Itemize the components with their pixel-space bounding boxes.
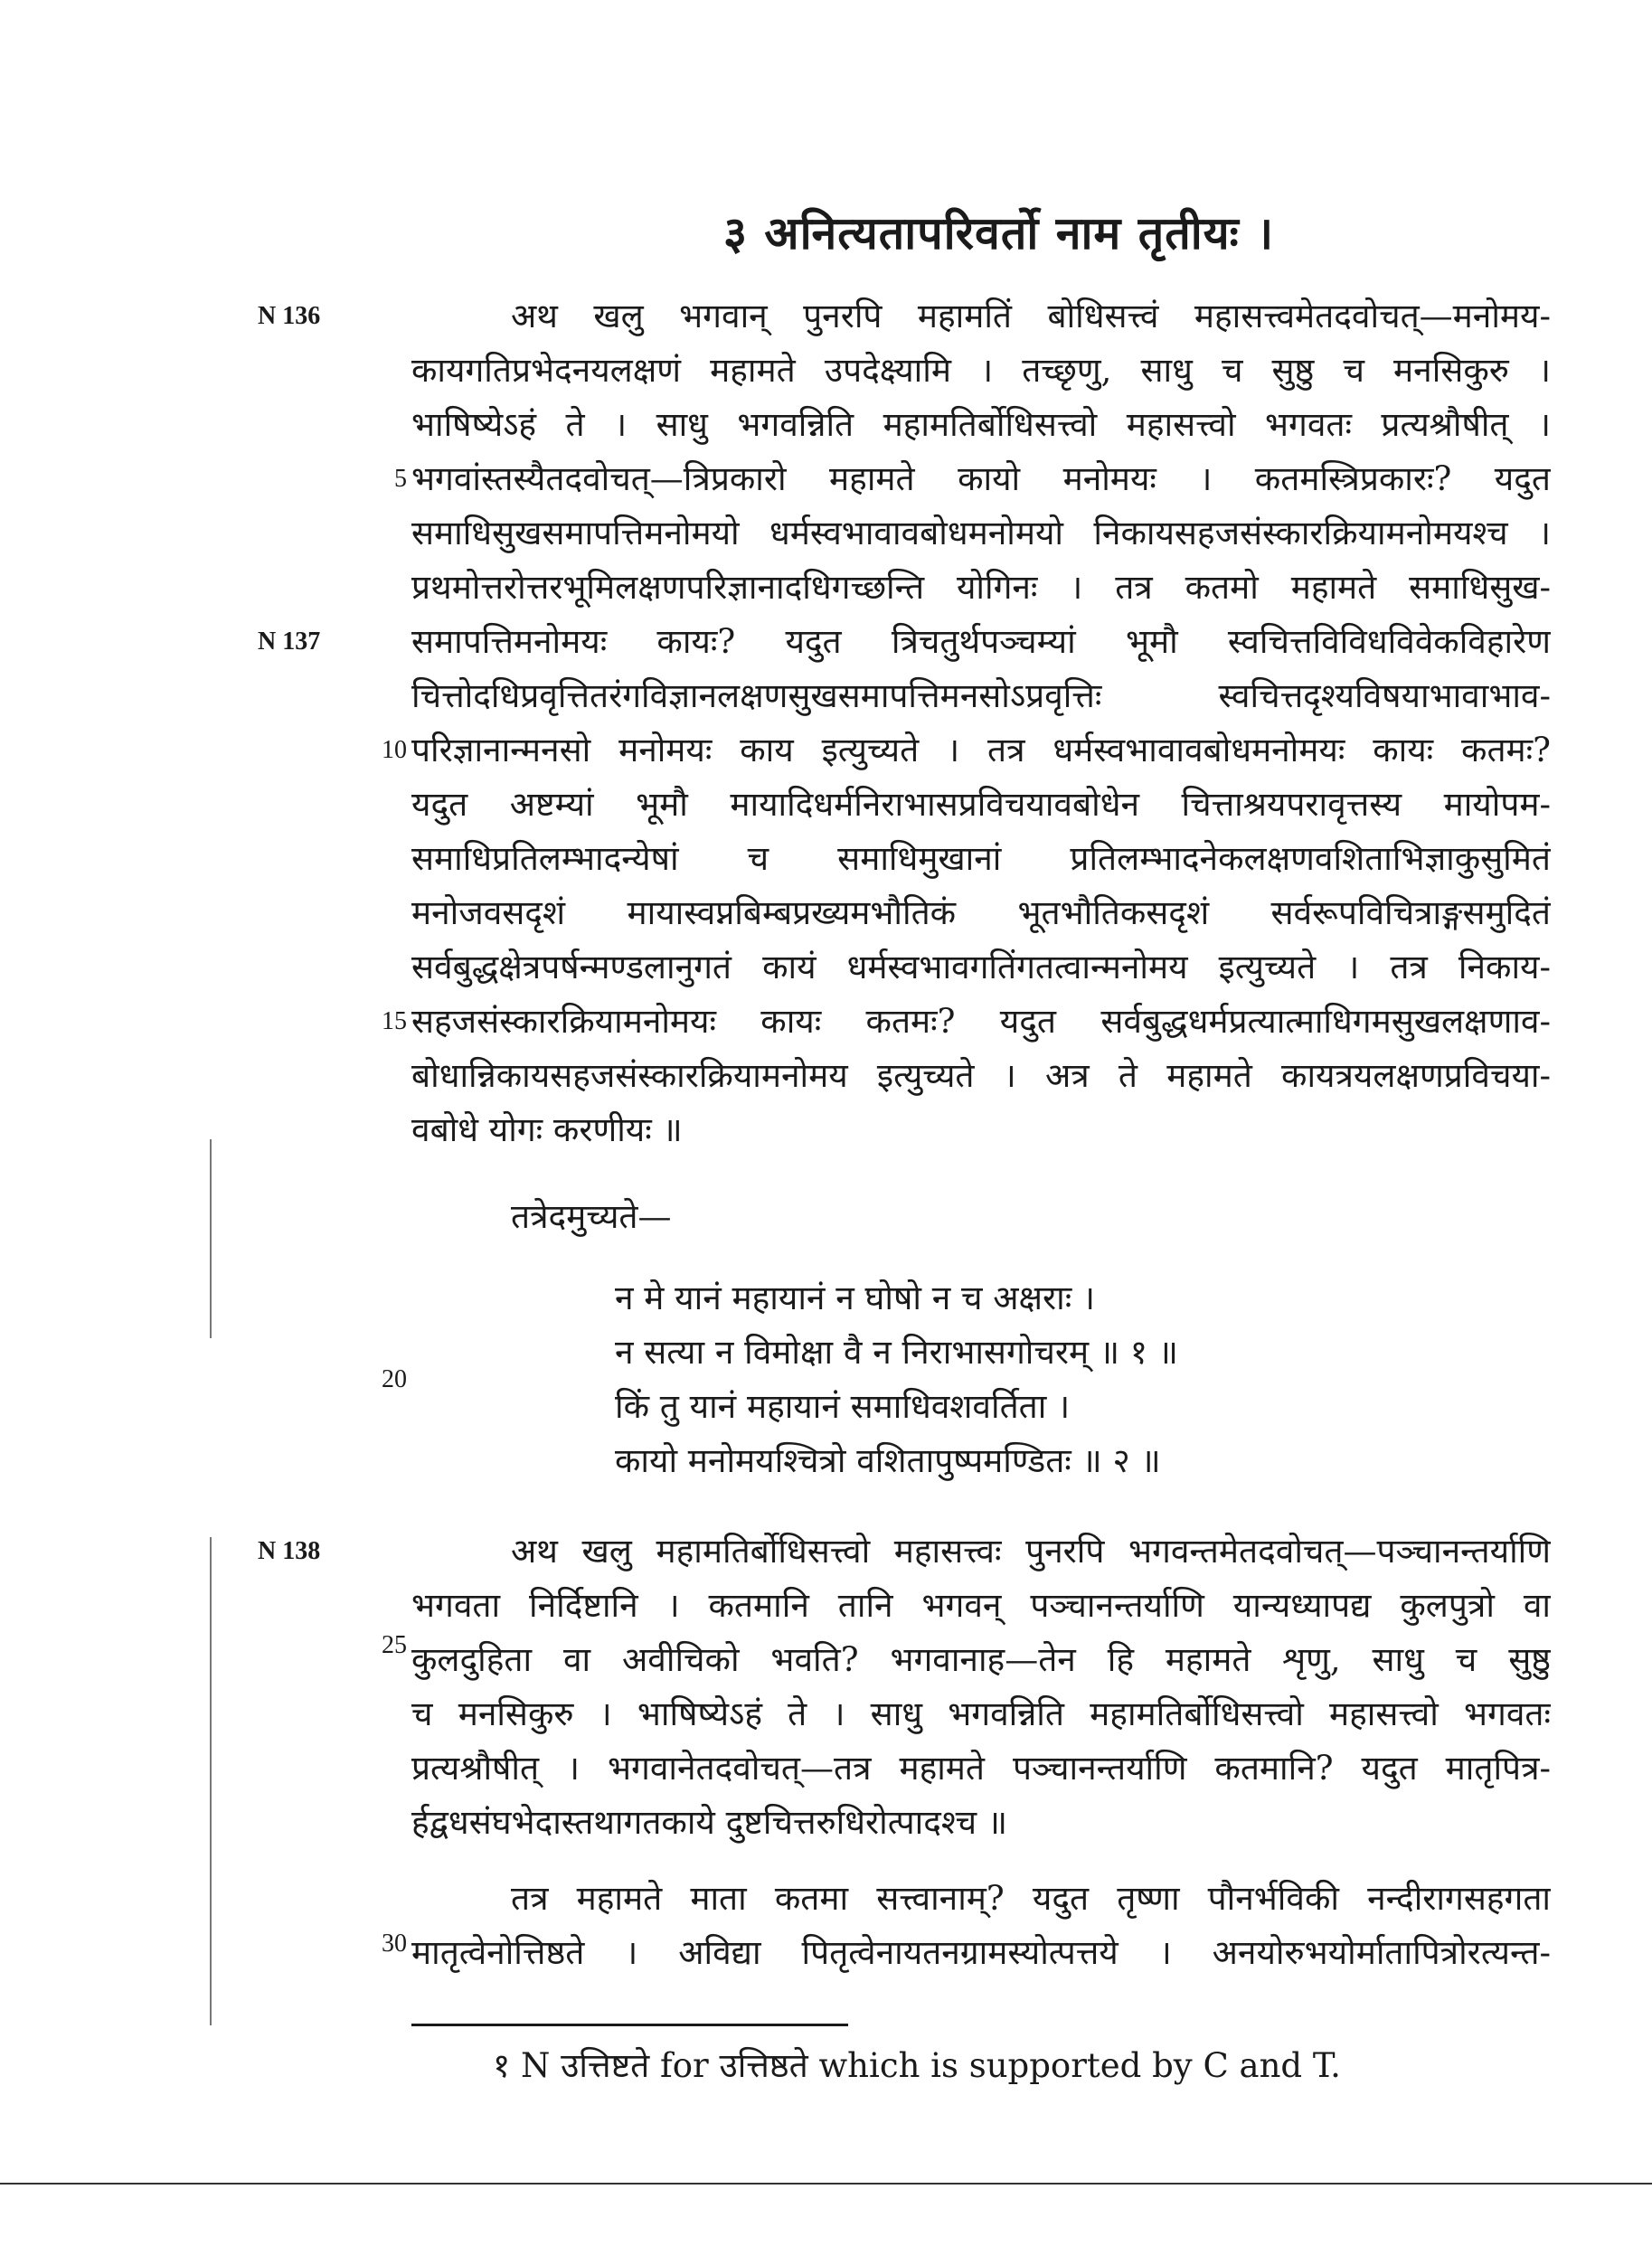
scan-bottom-edge xyxy=(0,2183,1652,2185)
text-line: र्हद्वधसंघभेदास्तथागतकाये दुष्टचित्तरुधिरोत्पादश्च ॥ xyxy=(411,1803,1007,1842)
text-line: तत्र महामते माता कतमा सत्त्वानाम्? यदुत तृष्णा पौनर्भविकी नन्दीरागसहगता xyxy=(511,1879,1551,1918)
text-line: समाधिसुखसमापत्तिमनोमयो धर्मस्वभावावबोधमनोमयो निकायसहजसंस्कारक्रियामनोमयश्च । xyxy=(411,514,1551,552)
line-number-25: 25 xyxy=(382,1631,407,1659)
chapter-heading: ३ अनित्यतापरिवर्तो नाम तृतीयः । xyxy=(723,206,1275,260)
verse-line: न मे यानं महायानं न घोषो न च अक्षराः । xyxy=(615,1279,1096,1317)
text-line: अथ खलु भगवान् पुनरपि महामतिं बोधिसत्त्वं महासत्त्वमेतदवोचत्—मनोमय- xyxy=(511,297,1551,335)
footnote-rule xyxy=(411,2024,848,2026)
text-line: मनोजवसदृशं मायास्वप्नबिम्बप्रख्यमभौतिकं भूतभौतिकसदृशं सर्वरूपविचित्राङ्गसमुदितं xyxy=(411,893,1551,932)
text-line: परिज्ञानान्मनसो मनोमयः काय इत्युच्यते । तत्र धर्मस्वभावावबोधमनोमयः कायः कतमः? xyxy=(411,731,1551,769)
verse-line: न सत्या न विमोक्षा वै न निराभासगोचरम् ॥ १ ॥ xyxy=(615,1333,1178,1372)
text-line: भाषिष्येऽहं ते । साधु भगवन्निति महामतिर्बोधिसत्त्वो महासत्त्वो भगवतः प्रत्यश्रौषीत् । xyxy=(411,405,1551,444)
verse-intro: तत्रेदमुच्यते— xyxy=(511,1197,672,1236)
footnote: १ N उत्तिष्टते for उत्तिष्ठते which is supported by C and T. xyxy=(493,2046,1341,2085)
scan-edge-mark xyxy=(210,1139,212,1338)
text-line: चित्तोदधिप्रवृत्तितरंगविज्ञानलक्षणसुखसमापत्तिमनसोऽप्रवृत्तिः स्वचित्तदृश्यविषयाभावाभाव- xyxy=(411,676,1551,715)
line-number-20: 20 xyxy=(382,1365,407,1393)
text-line: सहजसंस्कारक्रियामनोमयः कायः कतमः? यदुत सर्वबुद्धधर्मप्रत्यात्माधिगमसुखलक्षणाव- xyxy=(411,1002,1551,1041)
text-line: भगवता निर्दिष्टानि । कतमानि तानि भगवन् पञ्चानन्तर्याणि यान्यध्यापद्य कुलपुत्रो वा xyxy=(411,1586,1551,1625)
text-line: सर्वबुद्धक्षेत्रपर्षन्मण्डलानुगतं कायं धर्मस्वभावगतिंगतत्वान्मनोमय इत्युच्यते । तत्र निकाय- xyxy=(411,948,1551,986)
line-number-5: 5 xyxy=(394,465,407,493)
line-number-10: 10 xyxy=(382,736,407,764)
text-line: भगवांस्तस्यैतदवोचत्—त्रिप्रकारो महामते कायो मनोमयः । कतमस्त्रिप्रकारः? यदुत xyxy=(411,459,1551,498)
text-line: च मनसिकुरु । भाषिष्येऽहं ते । साधु भगवन्निति महामतिर्बोधिसत्त्वो महासत्त्वो भगवतः xyxy=(411,1694,1551,1733)
text-line: प्रत्यश्रौषीत् । भगवानेतदवोचत्—तत्र महामते पञ्चानन्तर्याणि कतमानि? यदुत मातृपित्र- xyxy=(411,1749,1551,1788)
scan-edge-mark xyxy=(210,1537,212,2025)
text-line: कायगतिप्रभेदनयलक्षणं महामते उपदेक्ष्यामि । तच्छृणु, साधु च सुष्ठु च मनसिकुरु । xyxy=(411,351,1551,390)
verse-line: कायो मनोमयश्चित्रो वशितापुष्पमण्डितः ॥ २ ॥ xyxy=(615,1441,1161,1480)
margin-ref-n137: N 137 xyxy=(258,628,321,656)
text-line: बोधान्निकायसहजसंस्कारक्रियामनोमय इत्युच्यते । अत्र ते महामते कायत्रयलक्षणप्रविचया- xyxy=(411,1056,1551,1095)
text-line: मातृत्वेनोत्तिष्ठते । अविद्या पितृत्वेनायतनग्रामस्योत्पत्तये । अनयोरुभयोर्मातापित्रोरत्यन्त- xyxy=(411,1933,1551,1972)
text-line: प्रथमोत्तरोत्तरभूमिलक्षणपरिज्ञानादधिगच्छन्ति योगिनः । तत्र कतमो महामते समाधिसुख- xyxy=(411,568,1551,607)
text-line: समापत्तिमनोमयः कायः? यदुत त्रिचतुर्थपञ्चम्यां भूमौ स्वचित्तविविधविवेकविहारेण xyxy=(411,622,1551,661)
text-line: वबोधे योगः करणीयः ॥ xyxy=(411,1110,683,1149)
line-number-15: 15 xyxy=(382,1007,407,1035)
margin-ref-n136: N 136 xyxy=(258,302,321,330)
line-number-30: 30 xyxy=(382,1930,407,1958)
text-line: यदुत अष्टम्यां भूमौ मायादिधर्मनिराभासप्रविचयावबोधेन चित्ताश्रयपरावृत्तस्य मायोपम- xyxy=(411,785,1551,824)
text-line: अथ खलु महामतिर्बोधिसत्त्वो महासत्त्वः पुनरपि भगवन्तमेतदवोचत्—पञ्चानन्तर्याणि xyxy=(511,1532,1551,1571)
text-line: कुलदुहिता वा अवीचिको भवति? भगवानाह—तेन हि महामते शृणु, साधु च सुष्ठु xyxy=(411,1640,1551,1679)
verse-line: किं तु यानं महायानं समाधिवशवर्तिता । xyxy=(615,1387,1071,1426)
text-line: समाधिप्रतिलम्भादन्येषां च समाधिमुखानां प्रतिलम्भादनेकलक्षणवशिताभिज्ञाकुसुमितं xyxy=(411,839,1551,878)
margin-ref-n138: N 138 xyxy=(258,1537,321,1565)
